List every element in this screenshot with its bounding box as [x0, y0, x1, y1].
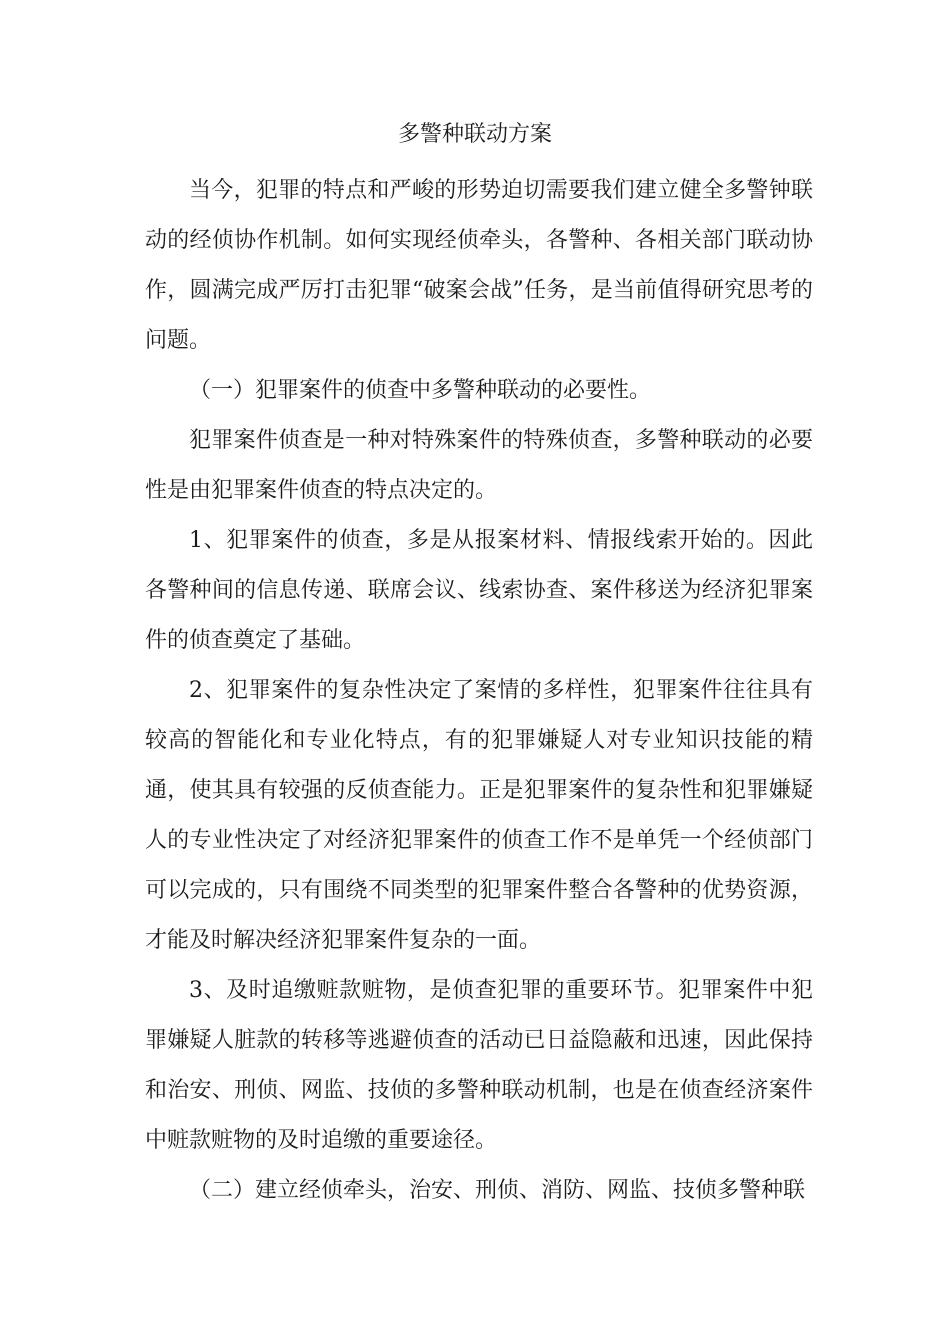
document-title: 多警种联动方案	[397, 122, 552, 147]
list-item-3: 3、及时追缴赃款赃物，是侦查犯罪的重要环节。犯罪案件中犯罪嫌疑人脏款的转移等逃避侦查的活动已日益隐蔽和迅速，因此保持和治安、刑侦、网监、技侦的多警种联动机制，也是在侦查经济案件中赃款赃物的及时追缴的重要途径。	[145, 978, 813, 1153]
paragraph-intro: 当今，犯罪的特点和严峻的形势迫切需要我们建立健全多警钟联动的经侦协作机制。如何实现经侦牵头，各警种、各相关部门联动协作，圆满完成严厉打击犯罪“破案会战”任务，是当前值得研究思考的问题。	[145, 178, 813, 353]
document-body	[145, 166, 813, 1216]
section-heading-1: （一）犯罪案件的侦查中多警种联动的必要性。	[189, 378, 652, 403]
section-heading-2: （二）建立经侦牵头，治安、刑侦、消防、网监、技侦多警种联	[189, 1178, 806, 1203]
list-item-1: 1、犯罪案件的侦查，多是从报案材料、情报线索开始的。因此各警种间的信息传递、联席会议、线索协查、案件移送为经济犯罪案件的侦查奠定了基础。	[145, 528, 813, 653]
paragraph-necessity: 犯罪案件侦查是一种对特殊案件的特殊侦查，多警种联动的必要性是由犯罪案件侦查的特点决定的。	[145, 428, 813, 503]
list-item-2: 2、犯罪案件的复杂性决定了案情的多样性，犯罪案件往往具有较高的智能化和专业化特点，有的犯罪嫌疑人对专业知识技能的精通，使其具有较强的反侦查能力。正是犯罪案件的复杂性和犯罪嫌疑人的专业性决定了对经济犯罪案件的侦查工作不是单凭一个经侦部门可以完成的，只有围绕不同类型的犯罪案件整合各警种的优势资源，才能及时解决经济犯罪案件复杂的一面。	[145, 678, 813, 953]
